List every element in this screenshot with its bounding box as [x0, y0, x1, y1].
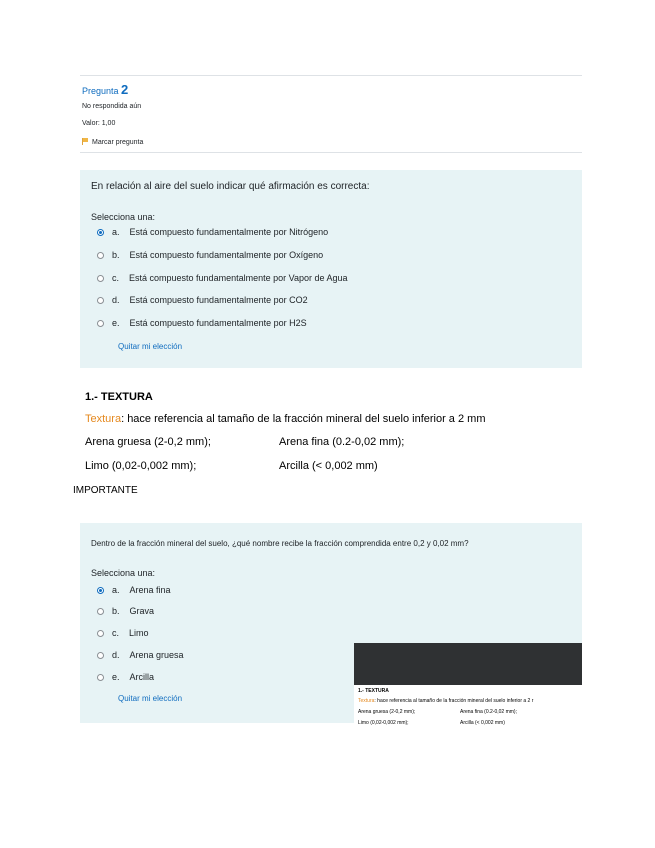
flag-icon: [82, 138, 88, 145]
option-text: Arena fina: [129, 585, 171, 595]
answer-option-b[interactable]: [97, 606, 154, 616]
thumb-item: Arena gruesa (2-0,2 mm);: [358, 709, 416, 715]
flag-question-label: Marcar pregunta: [92, 139, 144, 146]
radio-button[interactable]: [97, 630, 104, 637]
texture-item: Arena gruesa (2-0,2 mm);: [85, 436, 211, 448]
question-info-panel: [80, 75, 582, 153]
answer-option-e[interactable]: [97, 318, 307, 328]
texture-item: Limo (0,02-0,002 mm);: [85, 460, 197, 472]
option-text: Grava: [129, 606, 155, 616]
answer-option-d[interactable]: [97, 295, 308, 305]
question-content-panel: [80, 170, 582, 368]
textura-definition-text: : hace referencia al tamaño de la fracción mineral del suelo inferior a 2 mm: [121, 413, 486, 425]
option-letter: c.: [112, 628, 120, 638]
embedded-screenshot-dark-band: [354, 643, 582, 685]
question-text: En relación al aire del suelo indicar qué afirmación es correcta:: [91, 181, 370, 192]
clear-choice-link[interactable]: Quitar mi elección: [118, 342, 183, 351]
option-text: Está compuesto fundamentalmente por CO2: [129, 295, 308, 305]
answer-option-c[interactable]: [97, 273, 348, 283]
radio-button[interactable]: [97, 275, 104, 282]
option-text: Arena gruesa: [129, 650, 184, 660]
radio-button[interactable]: [97, 608, 104, 615]
select-one-prompt: Selecciona una:: [91, 212, 156, 222]
option-text: Está compuesto fundamentalmente por Oxígeno: [129, 250, 324, 260]
question-status: No respondida aún: [82, 103, 142, 110]
answer-option-e[interactable]: [97, 672, 154, 682]
radio-button[interactable]: [97, 252, 104, 259]
thumb-item: Limo (0,02-0,002 mm);: [358, 720, 409, 726]
important-label: IMPORTANTE: [73, 485, 138, 496]
question-value: Valor: 1,00: [82, 120, 116, 127]
answer-option-c[interactable]: [97, 628, 149, 638]
textura-term: Textura: [85, 413, 122, 425]
answer-option-a[interactable]: [97, 585, 171, 595]
radio-button[interactable]: [97, 297, 104, 304]
thumb-heading: [358, 688, 389, 694]
question-text: Dentro de la fracción mineral del suelo, ¿qué nombre recibe la fracción comprendida entre 0,2 y 0,02 mm?: [91, 539, 469, 548]
texture-item: Arena fina (0.2-0,02 mm);: [279, 436, 405, 448]
option-text: Está compuesto fundamentalmente por H2S: [129, 318, 307, 328]
textura-definition: [85, 413, 485, 425]
thumb-definition: [358, 698, 533, 704]
question-number: 2: [121, 82, 129, 97]
option-text: Arcilla: [129, 672, 155, 682]
option-letter: b.: [112, 250, 120, 260]
radio-button-selected[interactable]: [97, 587, 104, 594]
option-text: Está compuesto fundamentalmente por Vapor de Agua: [129, 273, 348, 283]
flag-question-link[interactable]: [82, 138, 143, 146]
clear-choice-link[interactable]: Quitar mi elección: [118, 694, 183, 703]
option-letter: d.: [112, 650, 120, 660]
answer-option-d[interactable]: [97, 650, 184, 660]
embedded-textura-snippet: [354, 685, 582, 735]
option-letter: e.: [112, 318, 120, 328]
textura-heading: 1.- TEXTURA: [85, 391, 153, 403]
answer-option-b[interactable]: [97, 250, 323, 260]
question-label: Pregunta: [82, 86, 119, 96]
radio-button[interactable]: [97, 674, 104, 681]
select-one-prompt: Selecciona una:: [91, 568, 156, 578]
thumb-item: Arena fina (0.2-0,02 mm);: [460, 709, 517, 715]
texture-item: Arcilla (< 0,002 mm): [279, 460, 378, 472]
radio-button-selected[interactable]: [97, 229, 104, 236]
option-text: Está compuesto fundamentalmente por Nitrógeno: [129, 227, 329, 237]
thumb-item: Arcilla (< 0,002 mm): [460, 720, 505, 726]
option-letter: b.: [112, 606, 120, 616]
thumb-heading-text: 1.- TEXTURA: [358, 688, 389, 694]
answer-option-a[interactable]: [97, 227, 328, 237]
thumb-term: Textura: [358, 698, 375, 704]
radio-button[interactable]: [97, 320, 104, 327]
radio-button[interactable]: [97, 652, 104, 659]
thumb-definition-text: : hace referencia al tamaño de la fracción mineral del suelo inferior a 2 r: [374, 698, 534, 704]
option-letter: a.: [112, 227, 120, 237]
option-letter: d.: [112, 295, 120, 305]
option-letter: e.: [112, 672, 120, 682]
question-title: [82, 82, 128, 97]
option-text: Limo: [129, 628, 149, 638]
option-letter: c.: [112, 273, 120, 283]
option-letter: a.: [112, 585, 120, 595]
